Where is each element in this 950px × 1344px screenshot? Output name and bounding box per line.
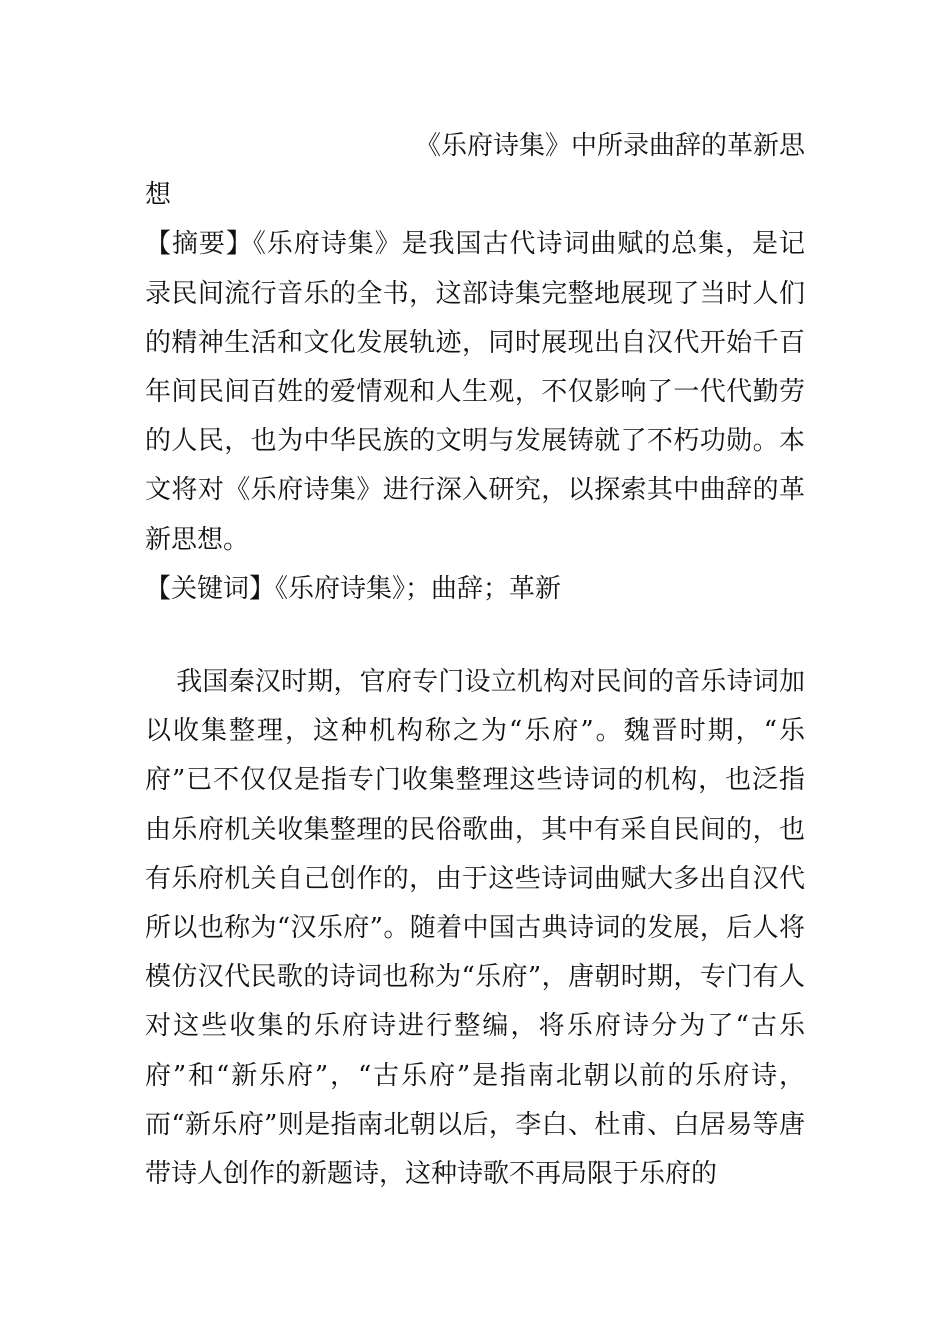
document-title-line-1: 《乐府诗集》中所录曲辞的革新思 bbox=[414, 131, 805, 161]
abstract-label: 【摘要】 bbox=[145, 229, 253, 260]
keywords-label: 【关键词】 bbox=[145, 573, 276, 604]
section-spacer bbox=[145, 614, 805, 658]
abstract-paragraph bbox=[145, 220, 805, 564]
document-title-line-2: 想 bbox=[145, 180, 172, 211]
abstract-text: 《乐府诗集》是我国古代诗词曲赋的总集，是记录民间流行音乐的全书，这部诗集完整地展现了当时人们的精神生活和文化发展轨迹，同时展现出自汉代开始千百年间民间百姓的爱情观和人生观，不仅影响了一代代勤劳的人民，也为中华民族的文明与发展铸就了不朽功勋。本文将对《乐府诗集》进行深入研究，以探索其中曲辞的革新思想。 bbox=[145, 229, 805, 555]
keywords-paragraph bbox=[145, 565, 805, 614]
keywords-text: 《乐府诗集》；曲辞；革新 bbox=[275, 573, 562, 604]
body-paragraph: 我国秦汉时期，官府专门设立机构对民间的音乐诗词加以收集整理，这种机构称之为“乐府”。魏晋时期，“乐府”已不仅仅是指专门收集整理这些诗词的机构，也泛指由乐府机关收集整理的民俗歌曲，其中有采自民间的，也有乐府机关自己创作的，由于这些诗词曲赋大多出自汉代所以也称为“汉乐府”。随着中国古典诗词的发展，后人将模仿汉代民歌的诗词也称为“乐府”，唐朝时期，专门有人对这些收集的乐府诗进行整编，将乐府诗分为了“古乐府”和“新乐府”，“古乐府”是指南北朝以前的乐府诗，而“新乐府”则是指南北朝以后，李白、杜甫、白居易等唐带诗人创作的新题诗，这种诗歌不再局限于乐府的 bbox=[145, 667, 805, 1190]
document-page bbox=[145, 122, 805, 1199]
